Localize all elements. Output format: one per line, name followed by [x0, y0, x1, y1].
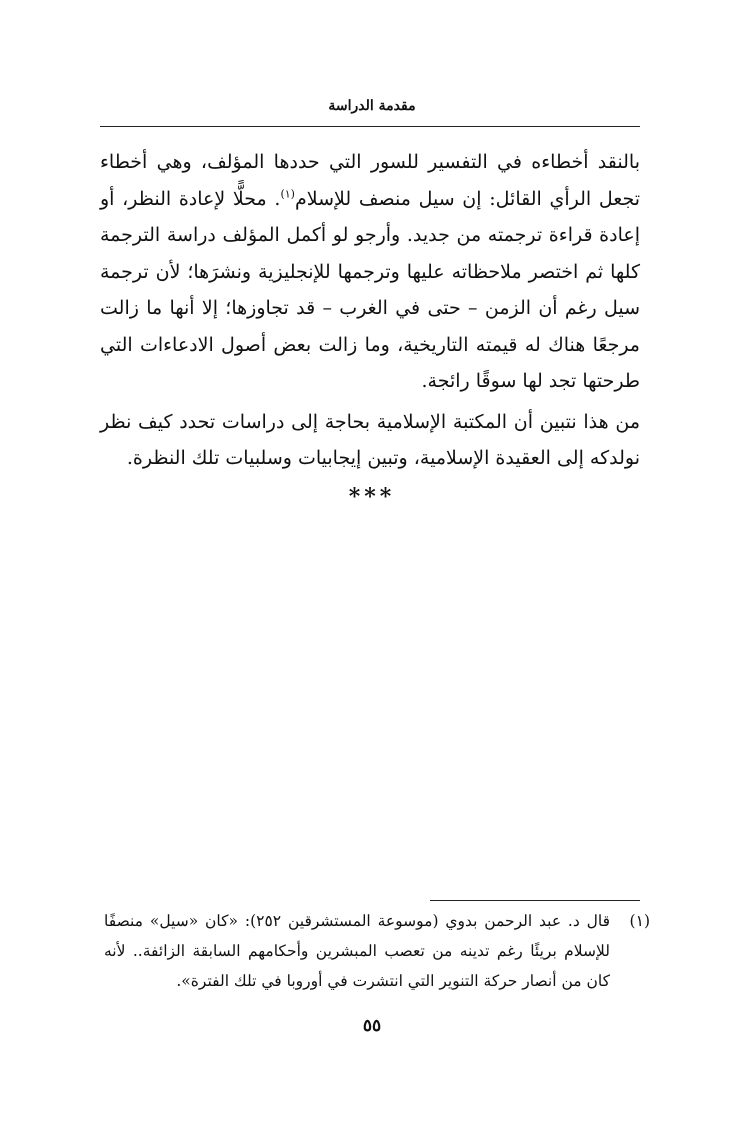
paragraph-2: من هذا نتبين أن المكتبة الإسلامية بحاجة إلى دراسات تحدد كيف نظر نولدكه إلى العقيدة الإسلامية، وتبين إيجابيات وسلبيات تلك النظرة. [100, 410, 640, 469]
running-header: مقدمة الدراسة [328, 98, 416, 114]
footnote [100, 906, 650, 996]
body-text [100, 144, 640, 477]
paragraph-1 [100, 144, 640, 400]
paragraph-1-part-1: بالنقد أخطاءه في التفسير للسور التي حددها المؤلف، وهي أخطاء تجعل الرأي القائل: إن سيل منصف للإسلام [100, 151, 640, 210]
footnote-marker: (١) [629, 912, 650, 930]
footnote-reference[interactable]: (١) [280, 187, 295, 201]
footnote-text: قال د. عبد الرحمن بدوي (موسوعة المستشرقين ٢٥٢): «كان «سيل» منصفًا للإسلام بريئًا رغم تدينه من تعصب المبشرين وأحكامهم السابقة الزائفة.. لأنه كان من أنصار حركة التنوير التي انتشرت في أوروبا في تلك الفترة». [104, 912, 611, 990]
footnote-rule [430, 900, 640, 901]
page-number: ٥٥ [362, 1016, 382, 1036]
section-break-asterisks: *** [348, 484, 396, 510]
paragraph-1-part-2: . محلًّا لإعادة النظر، أو إعادة قراءة ترجمته من جديد. وأرجو لو أكمل المؤلف دراسة الترجمة كلها ثم اختصر ملاحظاته عليها وترجمها للإنجليزية ونشرَها؛ لأن ترجمة سيل رغم أن الزمن – حتى في الغرب – قد تجاوزها؛ إلا أنها ما زالت مرجعًا هناك له قيمته التاريخية، وما زالت بعض أصول الادعاءات التي طرحتها تجد لها سوقًا رائجة. [100, 187, 640, 392]
header-rule [100, 126, 640, 127]
